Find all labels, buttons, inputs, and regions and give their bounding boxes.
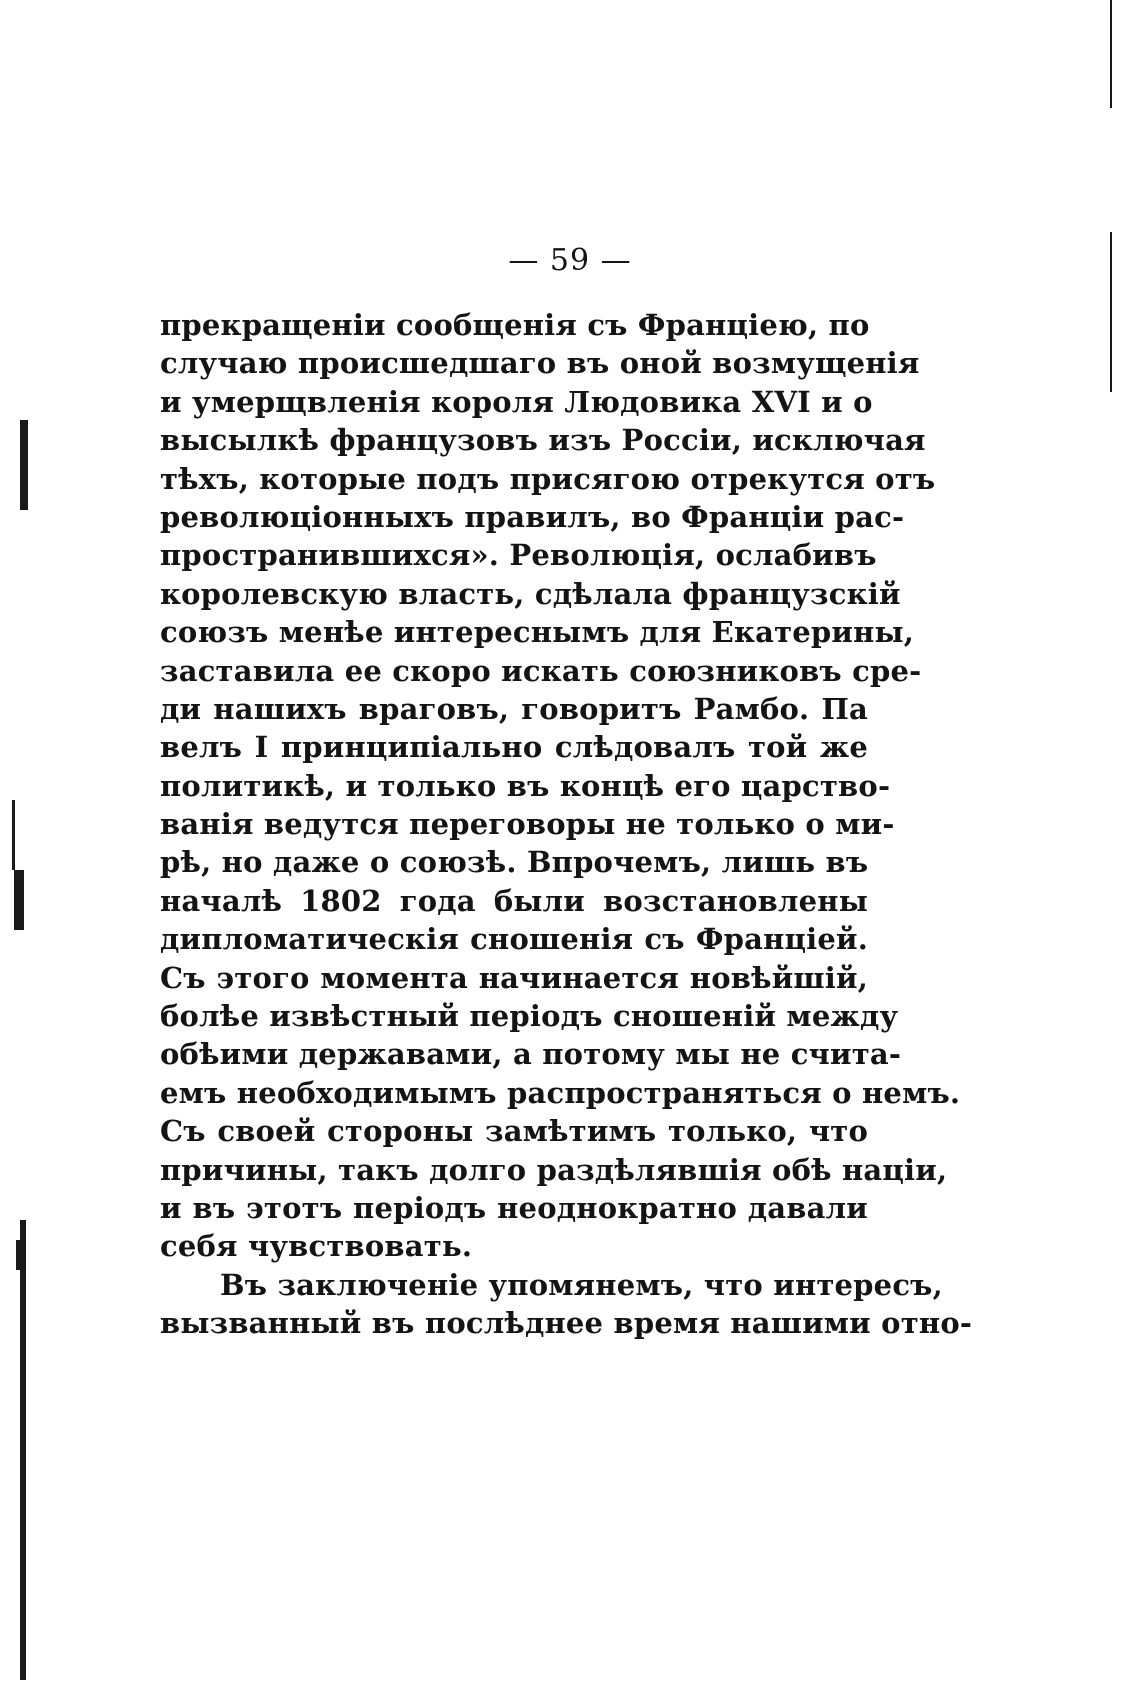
text-line: заставила ее скоро искать союзниковъ сре- [160, 653, 922, 688]
text-line: обѣими державами, а потому мы не счита- [160, 1037, 902, 1072]
paragraph [160, 306, 961, 1266]
scan-edge-mark [1110, 0, 1112, 108]
text-line: велъ I принципіально слѣдовалъ той же [160, 730, 868, 765]
text-line: и въ этотъ періодъ неоднократно давали [160, 1190, 868, 1225]
text-line: рѣ, но даже о союзѣ. Впрочемъ, лишь въ [160, 845, 869, 880]
scan-edge-mark [14, 870, 24, 930]
text-line: Съ этого момента начинается новѣйшій, [160, 960, 868, 995]
text-line: союзъ менѣе интереснымъ для Екатерины, [160, 615, 915, 650]
text-line: королевскую власть, сдѣлала французскій [160, 576, 901, 611]
scan-edge-mark [20, 420, 28, 510]
text-line: случаю происшедшаго въ оной возмущенія [160, 346, 920, 381]
text-line: емъ необходимымъ распространяться о немъ. [160, 1075, 961, 1110]
text-line: прекращеніи сообщенія съ Франціею, по [160, 308, 870, 342]
scan-edge-mark [16, 1240, 26, 1270]
text-line: пространившихся». Революція, ослабивъ [160, 538, 877, 573]
text-line: Съ своей стороны замѣтимъ только, что [160, 1114, 868, 1149]
text-line: дипломатическія сношенія съ Франціей. [160, 922, 868, 957]
body-text [160, 306, 973, 1343]
text-line: началѣ 1802 года были возстановлены [160, 883, 868, 918]
text-line: Въ заключеніе упомянемъ, что интересъ, [220, 1267, 943, 1302]
text-line: вызванный въ послѣднее время нашими отно- [160, 1306, 973, 1341]
scan-edge-mark [20, 1220, 26, 1680]
paragraph [160, 1266, 973, 1343]
text-line: тѣхъ, которые подъ присягою отрекутся отъ [160, 461, 936, 496]
text-line: себя чувствовать. [160, 1229, 473, 1264]
text-line: ди нашихъ враговъ, говоритъ Рамбо. Па [160, 691, 868, 726]
text-line: революціонныхъ правилъ, во Франціи рас- [160, 499, 905, 534]
text-line: болѣе извѣстный періодъ сношеній между [160, 999, 899, 1034]
text-line: причины, такъ долго раздѣлявшія обѣ націи, [160, 1152, 948, 1187]
text-line: ванія ведутся переговоры не только о ми- [160, 807, 895, 842]
text-line: высылкѣ французовъ изъ Россіи, исключая [160, 423, 926, 458]
text-line: и умерщвленія короля Людовика XVI и о [160, 384, 873, 419]
text-line: политикѣ, и только въ концѣ его царство- [160, 768, 891, 803]
scan-edge-mark [12, 800, 15, 870]
page-number: — 59 — [508, 243, 632, 278]
